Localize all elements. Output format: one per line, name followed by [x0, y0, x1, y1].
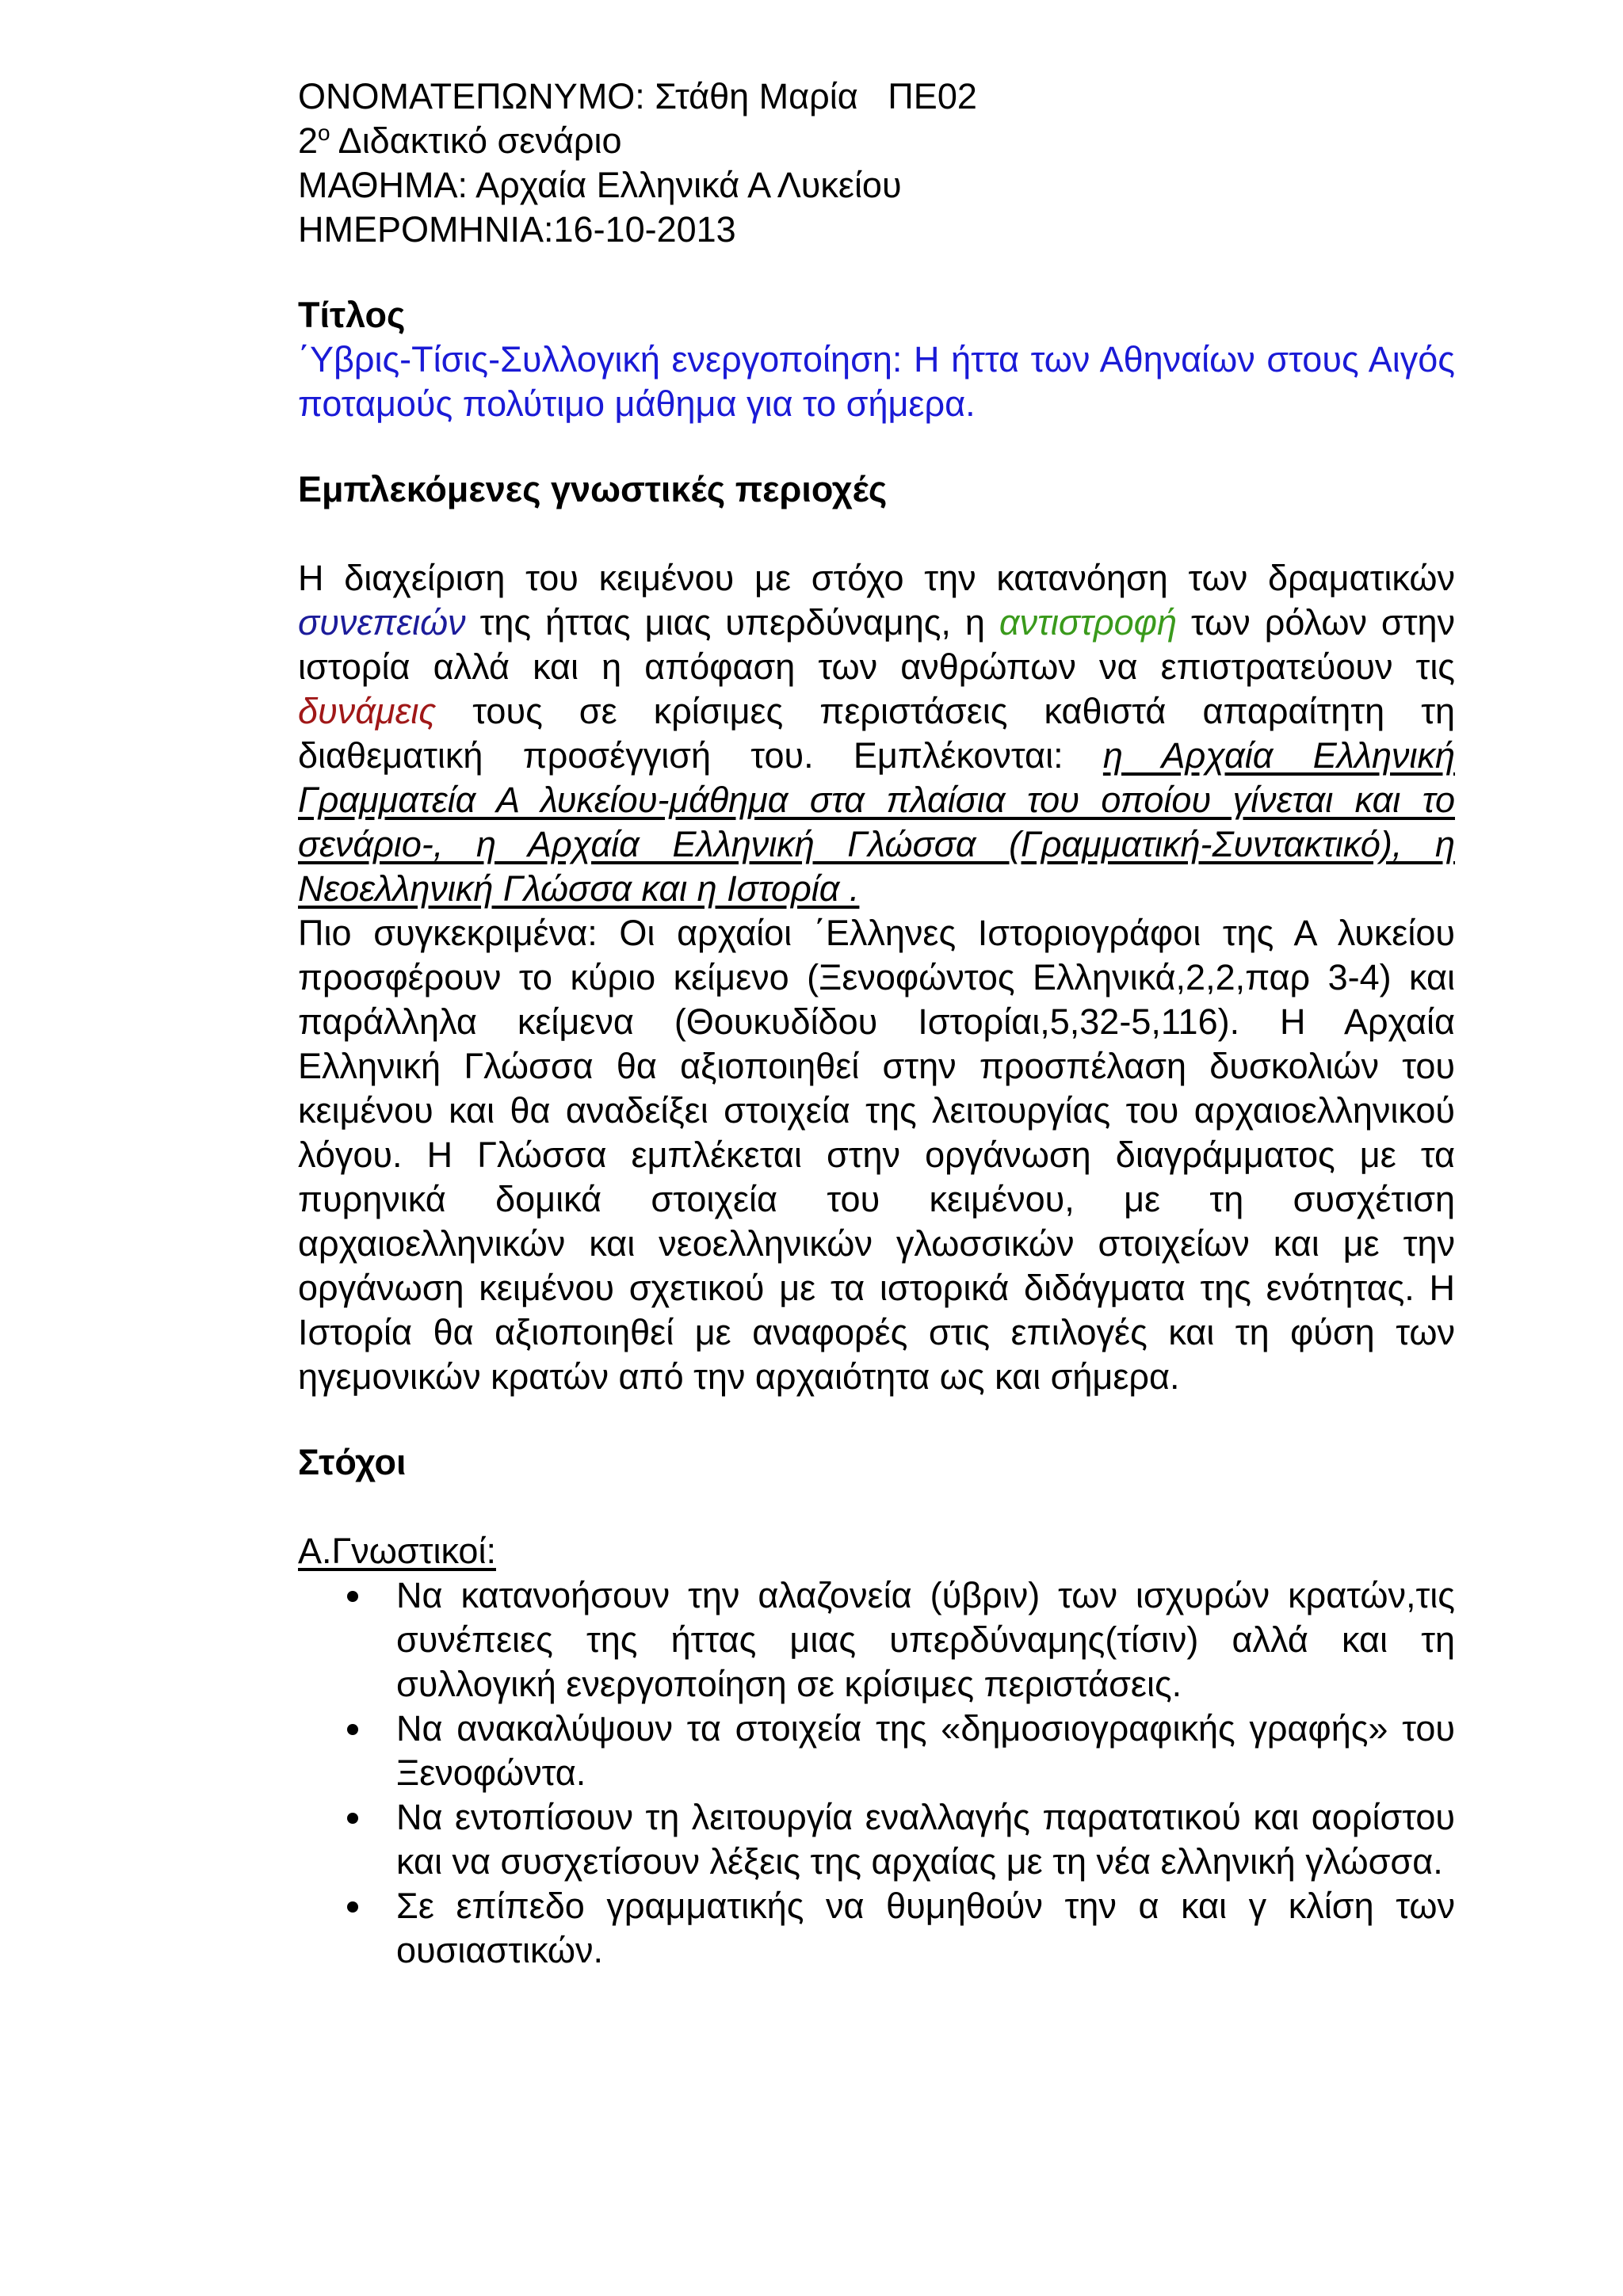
list-item — [298, 1795, 1455, 1884]
spacer — [298, 252, 1455, 293]
areas-paragraph-1 — [298, 556, 1455, 911]
date-line: ΗΜΕΡΟΜΗΝΙΑ:16-10-2013 — [298, 209, 736, 250]
bullet-icon — [347, 1724, 358, 1735]
scenario-ordinal-sup: ο — [318, 120, 330, 145]
text-run: της ήττας μιας υπερδύναμης, η — [465, 602, 999, 643]
emphasis-consequences: συνεπειών — [298, 602, 466, 643]
scenario-title: ΄Υβρις-Τίσις-Συλλογική ενεργοποίηση: Η ήττα των Αθηναίων στους Αιγός ποταμούς πολύτιμο μάθημα για το σήμερα. — [298, 339, 1455, 424]
text-run: Η διαχείριση του κειμένου με στόχο την κατανόηση των δραματικών — [298, 558, 1455, 598]
spacer — [298, 512, 1455, 556]
document-page — [298, 74, 1455, 1973]
list-item-text: Να εντοπίσουν τη λειτουργία εναλλαγής παρατατικού και αορίστου και να συσχετίσουν λέξεις της αρχαίας με τη νέα ελληνική γλώσσα. — [396, 1797, 1455, 1882]
list-item-text: Να ανακαλύψουν τα στοιχεία της «δημοσιογραφικής γραφής» του Ξενοφώντα. — [396, 1708, 1455, 1793]
scenario-text: Διδακτικό σενάριο — [330, 120, 622, 161]
list-item-text: Να κατανοήσουν την αλαζονεία (ύβριν) των ισχυρών κρατών,τις συνέπειες της ήττας μιας υπερδύναμης(τίσιν) αλλά και τη συλλογική ενεργοποίηση σε κρίσιμες περιστάσεις. — [396, 1575, 1455, 1704]
cognitive-goals-heading: Α.Γνωστικοί: — [298, 1531, 496, 1571]
spacer — [298, 1399, 1455, 1440]
spacer — [298, 1485, 1455, 1529]
course-line: ΜΑΘΗΜΑ: Αρχαία Ελληνικά Α Λυκείου — [298, 165, 902, 205]
text-run: τους σε κρίσιμες περιστάσεις καθιστά απαραίτητη τη διαθεματική προσέγγισή του. Εμπλέκονται: — [298, 691, 1455, 776]
list-item — [298, 1707, 1455, 1795]
emphasis-forces: δυνάμεις — [298, 691, 437, 731]
areas-paragraph-2: Πιο συγκεκριμένα: Οι αρχαίοι ΄Ελληνες Ιστοριογράφοι της Α λυκείου προσφέρουν το κύριο κείμενο (Ξενοφώντος Ελληνικά,2,2,παρ 3-4) και παράλληλα κείμενα (Θουκυδίδου Ιστορίαι,5,32-5,116). Η Αρχαία Ελληνική Γλώσσα θα αξιοποιηθεί στην προσπέλαση δυσκολιών του κειμένου και θα αναδείξει στοιχεία της λειτουργίας του αρχαιοελληνικού λόγου. Η Γλώσσα εμπλέκεται στην οργάνωση διαγράμματος με τα πυρηνικά δομικά στοιχεία του κειμένου, με τη συσχέτιση αρχαιοελληνικών και νεοελληνικών γλωσσικών στοιχείων και με την οργάνωση κειμένου σχετικού με τα ιστορικά διδάγματα της ενότητας. Η Ιστορία θα αξιοποιηθεί με αναφορές στις επιλογές και τη φύση των ηγεμονικών κρατών από την αρχαιότητα ως και σήμερα. — [298, 913, 1455, 1397]
author-name-line: ΟΝΟΜΑΤΕΠΩΝΥΜΟ: Στάθη Μαρία ΠΕ02 — [298, 76, 977, 116]
bullet-icon — [347, 1591, 358, 1602]
goals-list — [298, 1573, 1455, 1973]
list-item-text: Σε επίπεδο γραμματικής να θυμηθούν την α και γ κλίση των ουσιαστικών. — [396, 1886, 1455, 1970]
list-item — [298, 1573, 1455, 1707]
areas-heading: Εμπλεκόμενες γνωστικές περιοχές — [298, 469, 888, 509]
bullet-icon — [347, 1813, 358, 1824]
title-heading: Τίτλος — [298, 295, 406, 335]
text-run: των ρόλων στην ιστορία αλλά και η απόφαση των ανθρώπων να επιστρατεύουν τις — [298, 602, 1456, 687]
scenario-line — [298, 119, 1455, 163]
emphasis-reversal: αντιστροφή — [999, 602, 1178, 643]
spacer — [298, 426, 1455, 467]
scenario-number: 2 — [298, 120, 319, 161]
list-item — [298, 1884, 1455, 1973]
bullet-icon — [347, 1901, 358, 1913]
involved-subjects: η Αρχαία Ελληνική Γραμματεία Α λυκείου-μάθημα στα πλαίσια του οποίου γίνεται και το σενάριο-, η Αρχαία Ελληνική Γλώσσα (Γραμματική-Συντακτικό), η Νεοελληνική Γλώσσα και η Ιστορία . — [298, 735, 1455, 909]
goals-heading: Στόχοι — [298, 1442, 407, 1482]
